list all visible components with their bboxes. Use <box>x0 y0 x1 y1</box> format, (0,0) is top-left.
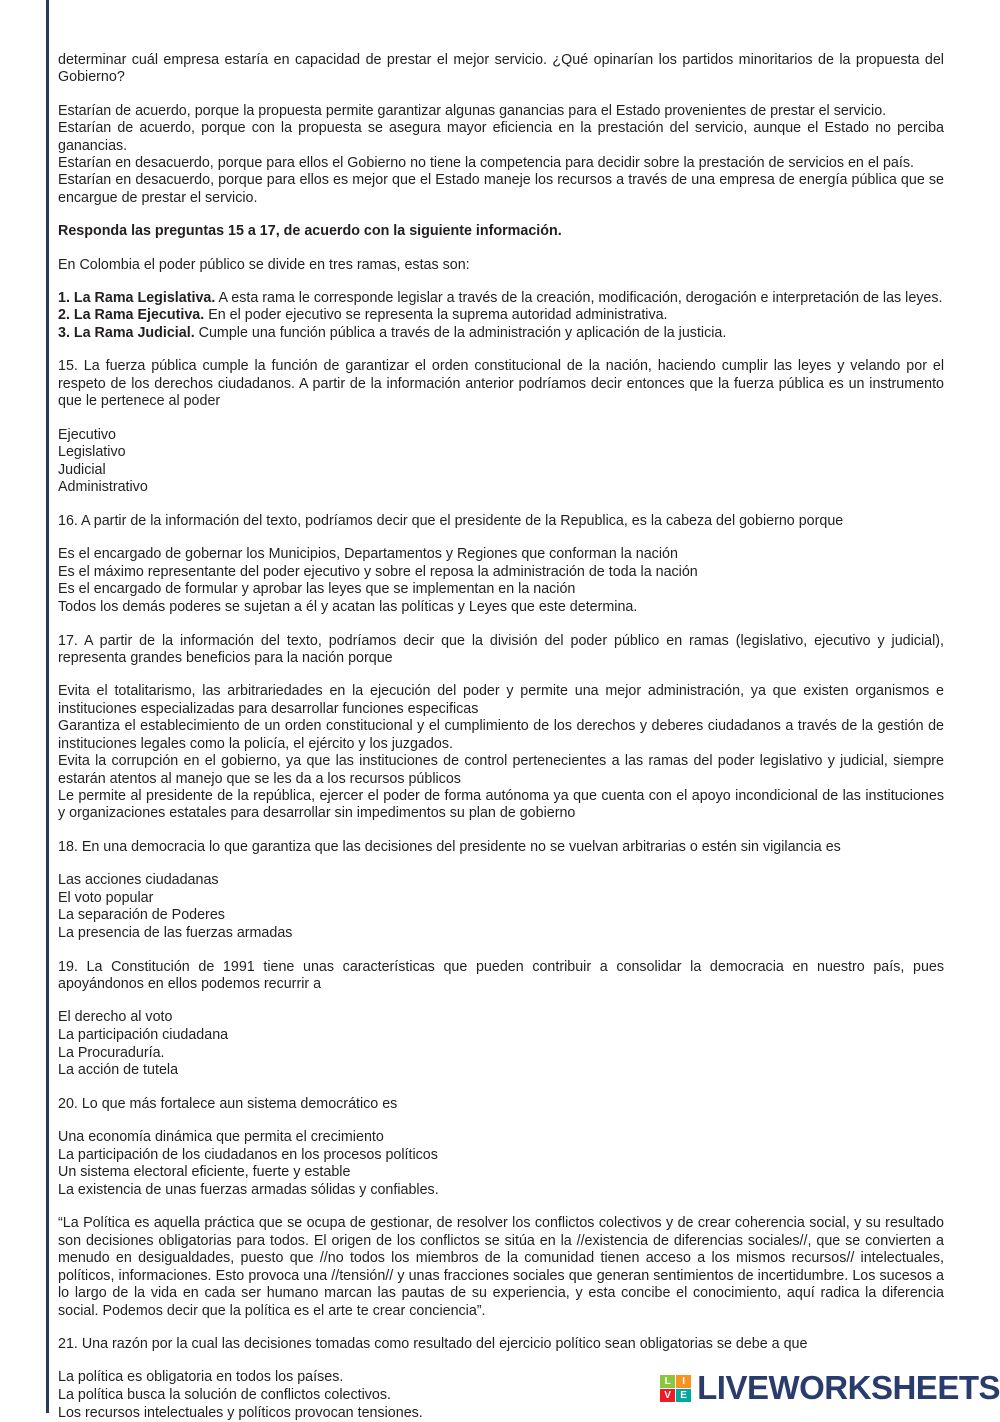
question-16-options <box>58 546 944 616</box>
intro-option-2[interactable]: Estarían de acuerdo, porque con la propuesta se asegura mayor eficiencia en la prestación del servicio, aunque el Estado no perciba ganancias. <box>58 120 944 155</box>
badge-letter-e: E <box>676 1389 691 1402</box>
branch-legislative <box>58 290 944 307</box>
question-18-stem: 18. En una democracia lo que garantiza que las decisiones del presidente no se vuelvan arbitrarias o estén sin vigilancia es <box>58 839 944 856</box>
branch-judicial-text: Cumple una función pública a través de la administración y aplicación de la justicia. <box>195 325 727 341</box>
q16-option-2[interactable]: Es el máximo representante del poder ejecutivo y sobre el reposa la administración de toda la nación <box>58 564 944 582</box>
q21-option-2[interactable]: La política busca la solución de conflictos colectivos. <box>58 1387 944 1405</box>
q16-option-4[interactable]: Todos los demás poderes se sujetan a él y acatan las políticas y Leyes que este determina. <box>58 599 944 617</box>
intro-option-3[interactable]: Estarían en desacuerdo, porque para ellos el Gobierno no tiene la competencia para decidir sobre la prestación de servicios en el país. <box>58 155 944 172</box>
liveworksheets-logo <box>660 1369 1000 1407</box>
quote-passage: “La Política es aquella práctica que se ocupa de gestionar, de resolver los conflictos colectivos y de crear coherencia social, y su resultado son decisiones obligatorias para todos. El origen de los conflictos se sitúa en la //existencia de diferencias sociales//, que se convierten a menudo en desigualdades, puesto que //no todos los miembros de la comunidad tienen acceso a los mismos recursos// intelectuales, políticos, informaciones. Esto provoca una //tensión// y unas fracciones sociales que generan sentimientos de incertidumbre. Los sucesos a lo largo de la vida en cada ser humano marcan las pautas de su experiencia, y esta concibe el conocimiento, aquí radica la diferencia social. Podemos decir que la política es el arte te crear conciencia”. <box>58 1215 944 1319</box>
branch-judicial-title: 3. La Rama Judicial. <box>58 325 195 341</box>
question-21-stem: 21. Una razón por la cual las decisiones tomadas como resultado del ejercicio político sean obligatorias se debe a que <box>58 1336 944 1353</box>
question-18-options <box>58 872 944 942</box>
q15-option-2[interactable]: Legislativo <box>58 444 944 462</box>
q15-option-3[interactable]: Judicial <box>58 462 944 480</box>
q19-option-1[interactable]: El derecho al voto <box>58 1009 944 1027</box>
question-20-stem: 20. Lo que más fortalece aun sistema democrático es <box>58 1096 944 1113</box>
q19-option-2[interactable]: La participación ciudadana <box>58 1027 944 1045</box>
liveworksheets-brand-text: LIVEWORKSHEETS <box>697 1369 1000 1407</box>
q15-option-1[interactable]: Ejecutivo <box>58 427 944 445</box>
q20-option-2[interactable]: La participación de los ciudadanos en los procesos políticos <box>58 1147 944 1165</box>
q17-option-2[interactable]: Garantiza el establecimiento de un orden constitucional y el cumplimiento de los derechos y deberes ciudadanos a través de la gestión de instituciones legales como la policía, el ejército y los juzgados. <box>58 718 944 753</box>
badge-letter-i: I <box>676 1375 691 1388</box>
context-intro: En Colombia el poder público se divide en tres ramas, estas son: <box>58 257 944 274</box>
q15-option-4[interactable]: Administrativo <box>58 479 944 497</box>
branch-judicial <box>58 325 944 342</box>
q17-option-3[interactable]: Evita la corrupción en el gobierno, ya que las instituciones de control pertenecientes a las ramas del poder legislativo y judicial, siempre estarán atentos al manejo que se les da a los recursos públicos <box>58 753 944 788</box>
q20-option-3[interactable]: Un sistema electoral eficiente, fuerte y estable <box>58 1164 944 1182</box>
question-17-options <box>58 683 944 822</box>
q19-option-4[interactable]: La acción de tutela <box>58 1062 944 1080</box>
branch-executive-text: En el poder ejecutivo se representa la suprema autoridad administrativa. <box>204 307 667 323</box>
q17-option-4[interactable]: Le permite al presidente de la república, ejercer el poder de forma autónoma ya que cuenta con el apoyo incondicional de las instituciones y organizaciones estatales para desarrollar sin impedimentos su plan de gobierno <box>58 788 944 823</box>
q18-option-2[interactable]: El voto popular <box>58 890 944 908</box>
q18-option-1[interactable]: Las acciones ciudadanas <box>58 872 944 890</box>
question-15-stem: 15. La fuerza pública cumple la función de garantizar el orden constitucional de la nación, haciendo cumplir las leyes y velando por el respeto de los derechos ciudadanos. A partir de la información anterior podríamos decir entonces que la fuerza pública es un instrumento que le pertenece al poder <box>58 358 944 410</box>
q16-option-1[interactable]: Es el encargado de gobernar los Municipios, Departamentos y Regiones que conforman la nación <box>58 546 944 564</box>
q21-option-1[interactable]: La política es obligatoria en todos los países. <box>58 1369 944 1387</box>
question-17-stem: 17. A partir de la información del texto, podríamos decir que la división del poder público en ramas (legislativo, ejecutivo y judicial), representa grandes beneficios para la nación porque <box>58 633 944 668</box>
q17-option-1[interactable]: Evita el totalitarismo, las arbitrariedades en la ejecución del poder y permite una mejor administración, ya que existen organismos e instituciones especializadas para desarrollar funciones especificas <box>58 683 944 718</box>
intro-option-1[interactable]: Estarían de acuerdo, porque la propuesta permite garantizar algunas ganancias para el Estado provenientes de prestar el servicio. <box>58 103 944 120</box>
intro-paragraph: determinar cuál empresa estaría en capacidad de prestar el mejor servicio. ¿Qué opinarían los partidos minoritarios de la propuesta del Gobierno? <box>58 52 944 87</box>
q20-option-4[interactable]: La existencia de unas fuerzas armadas sólidas y confiables. <box>58 1182 944 1200</box>
branch-legislative-text: A esta rama le corresponde legislar a través de la creación, modificación, derogación e interpretación de las leyes. <box>215 290 942 306</box>
q19-option-3[interactable]: La Procuraduría. <box>58 1045 944 1063</box>
instruction-text: Responda las preguntas 15 a 17, de acuerdo con la siguiente información. <box>58 223 944 240</box>
intro-option-4[interactable]: Estarían en desacuerdo, porque para ellos es mejor que el Estado maneje los recursos a través de una empresa de energía pública que se encargue de prestar el servicio. <box>58 172 944 207</box>
q18-option-4[interactable]: La presencia de las fuerzas armadas <box>58 925 944 943</box>
badge-letter-l: L <box>660 1375 675 1388</box>
q21-option-3[interactable]: Los recursos intelectuales y políticos provocan tensiones. <box>58 1405 944 1422</box>
branch-executive <box>58 307 944 324</box>
q18-option-3[interactable]: La separación de Poderes <box>58 907 944 925</box>
question-19-stem: 19. La Constitución de 1991 tiene unas características que pueden contribuir a consolidar la democracia en nuestro país, pues apoyándonos en ellos podemos recurrir a <box>58 959 944 994</box>
question-19-options <box>58 1009 944 1079</box>
q16-option-3[interactable]: Es el encargado de formular y aprobar las leyes que se implementan en la nación <box>58 581 944 599</box>
page-left-border <box>46 0 49 1413</box>
question-15-options <box>58 427 944 497</box>
branch-executive-title: 2. La Rama Ejecutiva. <box>58 307 204 323</box>
liveworksheets-badge-icon <box>660 1375 691 1402</box>
question-20-options <box>58 1129 944 1199</box>
badge-letter-v: V <box>660 1389 675 1402</box>
question-16-stem: 16. A partir de la información del texto, podríamos decir que el presidente de la Republica, es la cabeza del gobierno porque <box>58 513 944 530</box>
q20-option-1[interactable]: Una economía dinámica que permita el crecimiento <box>58 1129 944 1147</box>
branch-legislative-title: 1. La Rama Legislativa. <box>58 290 215 306</box>
